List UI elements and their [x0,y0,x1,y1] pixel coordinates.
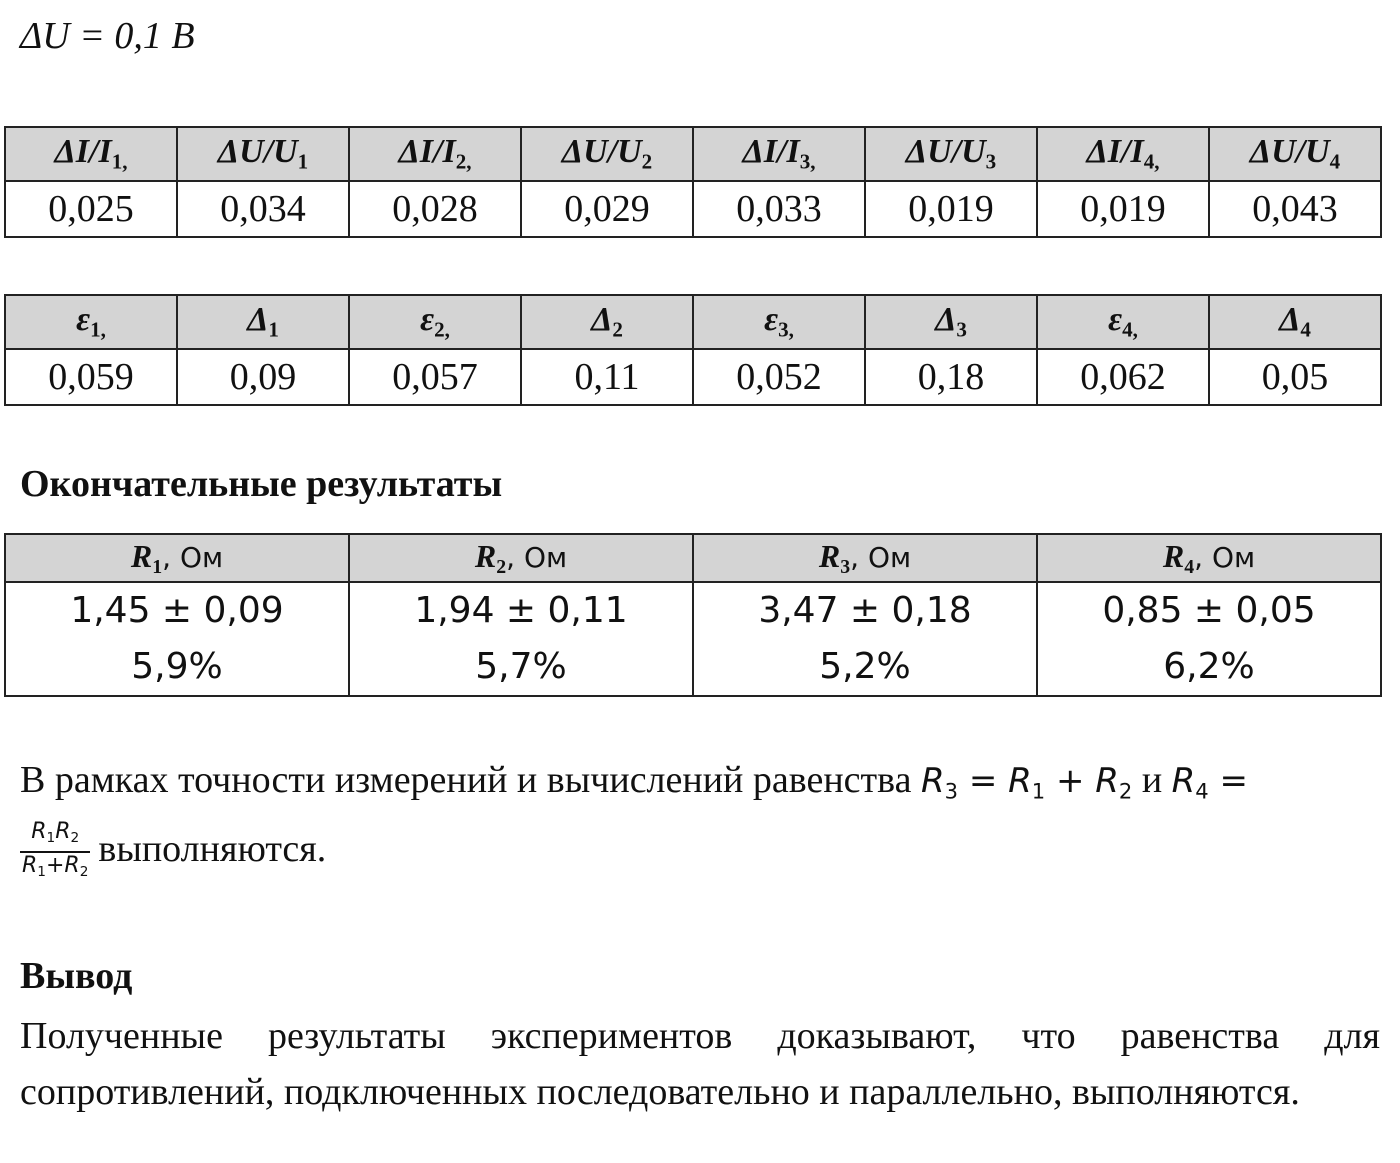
table1-value-cell: 0,025 [5,181,177,237]
table2-value-cell: 0,11 [521,349,693,405]
table1-header-cell: $\Delta U/U_3$ [865,127,1037,181]
equation-parallel: $R_4$ = [1171,761,1249,804]
table1-value-cell: 0,019 [865,181,1037,237]
result-percent: 5,2% [819,646,911,687]
parallel-fraction: $\frac{R_1R_2}{R_1+R_2}$ [22,819,89,881]
results-heading: Окончательные результаты [20,463,503,505]
table2-value-cell: 0,18 [865,349,1037,405]
result-percent: 6,2% [1163,646,1255,687]
table1-header-cell: $\Delta U/U_1$ [177,127,349,181]
result-value: 1,94 ± 0,11 [414,590,628,631]
table2-header-cell: $\Delta_4$ [1209,295,1381,349]
table1-header-cell: $\Delta I/I_{1,}$ [5,127,177,181]
table2-value-cell: 0,057 [349,349,521,405]
final-results-table [4,533,1382,697]
equality-paragraph: В рамках точности измерений и вычислений равенства $R_3 = R_1 + R_2$ и $R_4$ = $\frac{R_1R_2}{R_1+R_2}$ выполняются. [20,752,1380,885]
result-percent: 5,9% [131,646,223,687]
conclusion-text: Полученные результаты экспериментов доказывают, что равенства для сопротивлений, подключенных последовательно и параллельно, выполняются. [20,1015,1380,1113]
table1-value-cell: 0,028 [349,181,521,237]
table1-value-cell: 0,033 [693,181,865,237]
results-header-cell: $R_1$, Ом [5,534,349,582]
result-value: 0,85 ± 0,05 [1102,590,1316,631]
results-value-cell [1037,582,1381,696]
results-header-cell: $R_3$, Ом [693,534,1037,582]
result-value: 1,45 ± 0,09 [70,590,284,631]
table2-value-cell: 0,09 [177,349,349,405]
relative-errors-table [4,126,1382,238]
table2-header-cell: $\Delta_1$ [177,295,349,349]
errors-table [4,294,1382,406]
table1-header-cell: $\Delta U/U_2$ [521,127,693,181]
results-value-cell [349,582,693,696]
table2-header-cell: $\varepsilon_{1,}$ [5,295,177,349]
table1-header-cell: $\Delta U/U_4$ [1209,127,1381,181]
table1-header-cell: $\Delta I/I_{3,}$ [693,127,865,181]
table1-value-cell: 0,034 [177,181,349,237]
delta-u-formula-text: ΔU = 0,1 В [20,15,195,57]
result-percent: 5,7% [475,646,567,687]
table2-header-cell: $\Delta_2$ [521,295,693,349]
table2-value-cell: 0,05 [1209,349,1381,405]
results-value-cell [693,582,1037,696]
table1-value-cell: 0,019 [1037,181,1209,237]
table2-header-cell: $\varepsilon_{4,}$ [1037,295,1209,349]
delta-u-formula [20,14,195,58]
table2-header-cell: $\Delta_3$ [865,295,1037,349]
conclusion-heading: Вывод [20,955,133,997]
table1-header-cell: $\Delta I/I_{2,}$ [349,127,521,181]
equation-series: $R_3 = R_1 + R_2$ [920,761,1133,804]
table2-value-cell: 0,062 [1037,349,1209,405]
table1-header-cell: $\Delta I/I_{4,}$ [1037,127,1209,181]
result-value: 3,47 ± 0,18 [758,590,972,631]
results-header-cell: $R_2$, Ом [349,534,693,582]
table2-header-cell: $\varepsilon_{2,}$ [349,295,521,349]
table2-value-cell: 0,059 [5,349,177,405]
table2-header-cell: $\varepsilon_{3,}$ [693,295,865,349]
results-header-cell: $R_4$, Ом [1037,534,1381,582]
table1-value-cell: 0,043 [1209,181,1381,237]
results-value-cell [5,582,349,696]
table1-value-cell: 0,029 [521,181,693,237]
table2-value-cell: 0,052 [693,349,865,405]
